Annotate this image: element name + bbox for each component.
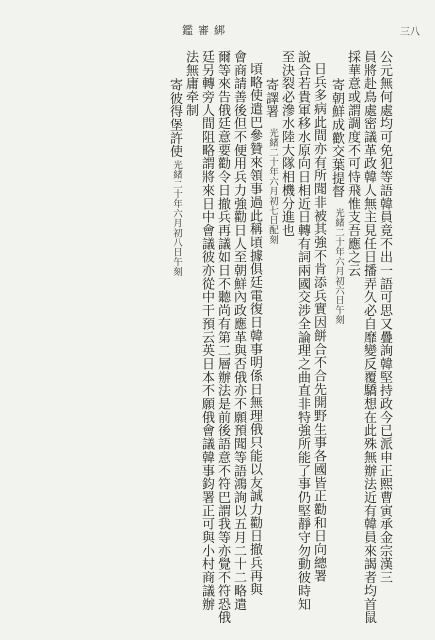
telegram-date: 光緒二十年六月初八日午刻 bbox=[171, 160, 182, 277]
text-column: 爾等來告俄廷意要勸令日撤兵再議如日不聽尚有第二層辦法是前後語意不符巴謂我等亦覺不符恐俄 bbox=[215, 50, 230, 625]
text-column: 公元無何處均可免犯等語韓員竟不出一語可思又疊詢韓堅持政今已派申正熙曹寅承金宗漢三 bbox=[377, 50, 392, 584]
page-number: 三八 bbox=[400, 27, 420, 38]
telegram-heading: 寄譯署 bbox=[263, 78, 278, 119]
telegram-heading: 寄朝鮮成歡交葉提督 bbox=[329, 78, 344, 199]
text-column: 採華意或謂調度不可恃飛惟支吾應之云 bbox=[345, 50, 360, 277]
book-title: 鑑審綁 bbox=[182, 24, 230, 37]
text-column: 會商請善後但不便用兵力強勸日人至朝鮮內政應革與否俄亦不願預聞等語鴻詢以五月二十二略遣 bbox=[231, 50, 246, 611]
telegram-date: 光緒二十年六月初七日配刻 bbox=[267, 128, 278, 245]
telegram-heading: 寄彼得堡許使 bbox=[167, 78, 182, 159]
text-column: 至決裂必滲水陸大隊相機分進也 bbox=[279, 50, 294, 237]
text-column: 法無庸牵制 bbox=[183, 50, 198, 117]
text-column: 廷另轉旁人間阻略謂將來日中會議彼亦從中干預云英日本不願俄會議韓事鈞署正可與小村商議辦 bbox=[199, 50, 214, 611]
text-column: 頃略使遣巴參贊來領事過此稱頃據俱廷電復日韓事明係日無理俄只能以友誠力勸日撤兵再與 bbox=[247, 62, 262, 596]
page-header bbox=[0, 18, 435, 40]
telegram-date: 光緒二十年六月初六日午刻 bbox=[333, 208, 344, 325]
text-column: 說合若貴軍移水原向日相近日轉有詞兩國交涉全論理之曲直非特強所能了事仍堅靜守勿動彼時知 bbox=[295, 50, 310, 611]
text-column: 日兵多病此間亦有所聞非被其強不肯添兵實因餅合不合先開野生事各國皆正勸和日向總署 bbox=[311, 62, 326, 583]
text-column: 員將赴鳥處密議革政韓人無主見任日播弄久必自靡變反覆驕想在此殊無辦法近有韓員來謁者均首鼠 bbox=[361, 50, 376, 625]
